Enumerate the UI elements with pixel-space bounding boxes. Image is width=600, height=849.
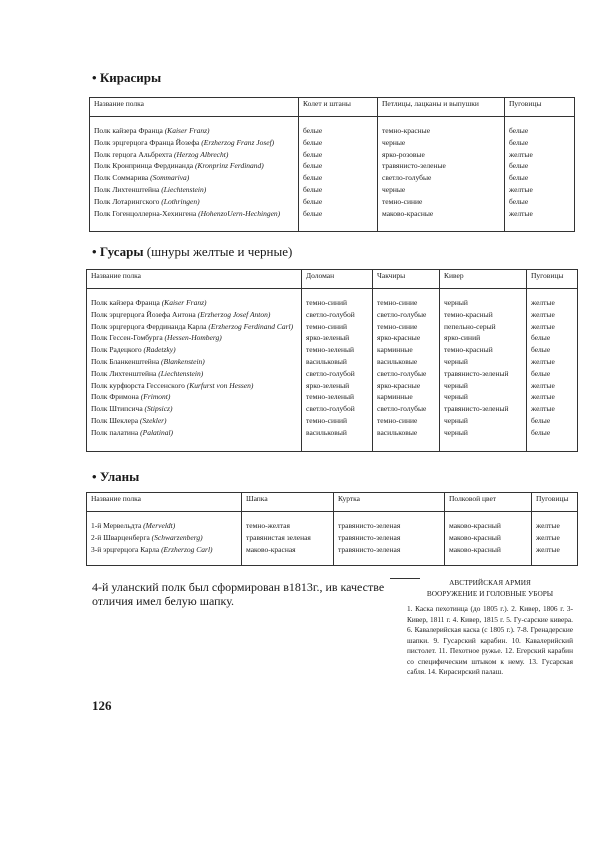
section-title: Гусары: [99, 244, 144, 259]
table-row: Полк кайзера Франца (Kaiser Franz): [91, 298, 207, 307]
cuirassiers-table: [89, 97, 575, 232]
table-row: Полк эрцгерцога Франца Йозефа (Erzherzog Franz Josef): [94, 137, 275, 147]
table-row: Полк эрцгерцога Фердинанда Карла (Erzherzog Ferdinand Carl): [91, 321, 294, 331]
regimental-color-cell: маково-красный маково-красный маково-красный: [445, 512, 532, 566]
col-header: Шапка: [242, 493, 334, 512]
section-title: Кирасиры: [99, 70, 162, 85]
bullet: •: [92, 70, 97, 85]
buttons-cell: белые белые желтые белые белые желтые белые желтые: [505, 117, 575, 232]
col-header: Чакчиры: [373, 270, 440, 289]
table-row: Полк Фримона (Frimont): [91, 392, 171, 402]
col-header: Доломан: [302, 270, 373, 289]
bullet: •: [92, 469, 97, 484]
regiment-names-cell: [87, 289, 302, 452]
table-row: 3-й эрцгерцога Карла (Erzherzog Carl): [91, 544, 213, 554]
col-header: Название полка: [87, 493, 242, 512]
section-title: Уланы: [99, 469, 140, 484]
shako-cell: черный темно-красный пепельно-серый ярко-синий темно-красный черный травянисто-зеленый черный черный травянисто-зеленый черный черный: [440, 289, 527, 452]
table-header-row: [90, 98, 575, 117]
caption-title-line1: АВСТРИЙСКАЯ АРМИЯ: [449, 578, 531, 587]
table-header-row: [87, 493, 578, 512]
caption-body: 1. Каска пехотинца (до 1805 г.). 2. Кивер, 1806 г. 3-Кивер, 1811 г. 4. Кивер, 1815 г. 5. Гу-сарские кивера. 6. Кавалерийская каска (с 1805 г.). 7-8. Гренадерские шапки. 9. Гусарский карабин. 10. Кавалерийский пистолет. 11. Пехотное ружье. 12. Егерский карабин со специфическим штыком к нему. 13. Гусарская сабля. 14. Кирасирский палаш.: [407, 604, 573, 676]
dolman-cell: темно-синий светло-голубой темно-синий ярко-зеленый темно-зеленый васильковый светло-голубой ярко-зеленый темно-зеленый светло-голубой темно-синий васильковый: [302, 289, 373, 452]
col-header: Пуговицы: [505, 98, 575, 117]
table-row: Полк Лихтенштейна (Liechtenstein): [94, 184, 207, 194]
col-header: Куртка: [334, 493, 445, 512]
colet-cell: белые белые белые белые белые белые белые белые: [299, 117, 378, 232]
col-header: Пуговицы: [527, 270, 578, 289]
col-header: Колет и штаны: [299, 98, 378, 117]
section-heading-cuirassiers: [92, 70, 161, 86]
facings-cell: темно-красные черные ярко-розовые травянисто-зеленые светло-голубые черные темно-синие маково-красные: [378, 117, 505, 232]
col-header: Петлицы, лацканы и выпушки: [378, 98, 505, 117]
body-paragraph: 4-й уланский полк был сформирован в1813г., ив качестве отличия имел белую шапку.: [92, 580, 385, 608]
table-row: Полк Лотарингского (Lothringen): [94, 196, 200, 206]
table-row: Полк Штипсича (Stipsicz): [91, 404, 173, 414]
cap-cell: темно-желтая травянистая зеленая маково-красная: [242, 512, 334, 566]
buttons-cell: желтые желтые желтые белые белые желтые белые желтые желтые желтые белые белые: [527, 289, 578, 452]
uhlans-table: [86, 492, 578, 566]
table-row: Полк Бланкенштейна (Blankenstein): [91, 356, 205, 366]
section-heading-hussars: [92, 244, 292, 260]
section-heading-uhlans: [92, 469, 139, 485]
table-row: Полк Гессен-Гомбурга (Hessen-Homberg): [91, 333, 222, 343]
hussars-table: [86, 269, 578, 452]
bullet: •: [92, 244, 97, 259]
regiment-names-cell: [90, 117, 299, 232]
breeches-cell: темно-синие светло-голубые темно-синие ярко-красные карминные васильковые светло-голубые ярко-красные карминные светло-голубые темно-синие васильковые: [373, 289, 440, 452]
table-body-row: [87, 512, 578, 566]
table-row: Полк Шеклера (Szekler): [91, 415, 167, 425]
table-row: Полк эрцгерцога Йозефа Антона (Erzherzog Josef Anton): [91, 309, 271, 319]
table-row: 2-й Шварценберга (Schwarzenberg): [91, 532, 203, 542]
table-row: Полк Лихтенштейна (Liechtenstein): [91, 368, 204, 378]
col-header: Полковой цвет: [445, 493, 532, 512]
table-row: Полк Гогенцоллерна-Хехингена (HohenzoUern-Hechingen): [94, 208, 281, 218]
jacket-cell: травянисто-зеленая травянисто-зеленая травянисто-зеленая: [334, 512, 445, 566]
table-body-row: [87, 289, 578, 452]
table-row: Полк курфюрста Гессенского (Kurfurst von Hessen): [91, 380, 254, 390]
section-subtitle: (шнуры желтые и черные): [146, 244, 293, 259]
regiment-names-cell: [87, 512, 242, 566]
page-number: 126: [92, 698, 112, 713]
caption-title-line2: ВООРУЖЕНИЕ И ГОЛОВНЫЕ УБОРЫ: [426, 588, 554, 598]
col-header: Название полка: [87, 270, 302, 289]
table-row: Полк Соммарива (Sommariva): [94, 173, 190, 183]
col-header: Название полка: [90, 98, 299, 117]
col-header: Пуговицы: [532, 493, 578, 512]
table-row: Полк палатина (Palatinal): [91, 427, 174, 437]
illustration-caption: [407, 578, 573, 678]
table-row: Полк Радецкого (Radetzky): [91, 345, 176, 355]
table-header-row: [87, 270, 578, 289]
buttons-cell: желтые желтые желтые: [532, 512, 578, 566]
table-row: 1-й Мервельдта (Merveldt): [91, 521, 176, 530]
table-body-row: [90, 117, 575, 232]
table-row: Полк герцога Альбрехта (Herzog Albrecht): [94, 149, 229, 159]
table-row: Полк кайзера Франца (Kaiser Franz): [94, 126, 210, 135]
col-header: Кивер: [440, 270, 527, 289]
table-row: Полк Кронпринца Фердинанда (Kronprinz Ferdinand): [94, 161, 264, 171]
